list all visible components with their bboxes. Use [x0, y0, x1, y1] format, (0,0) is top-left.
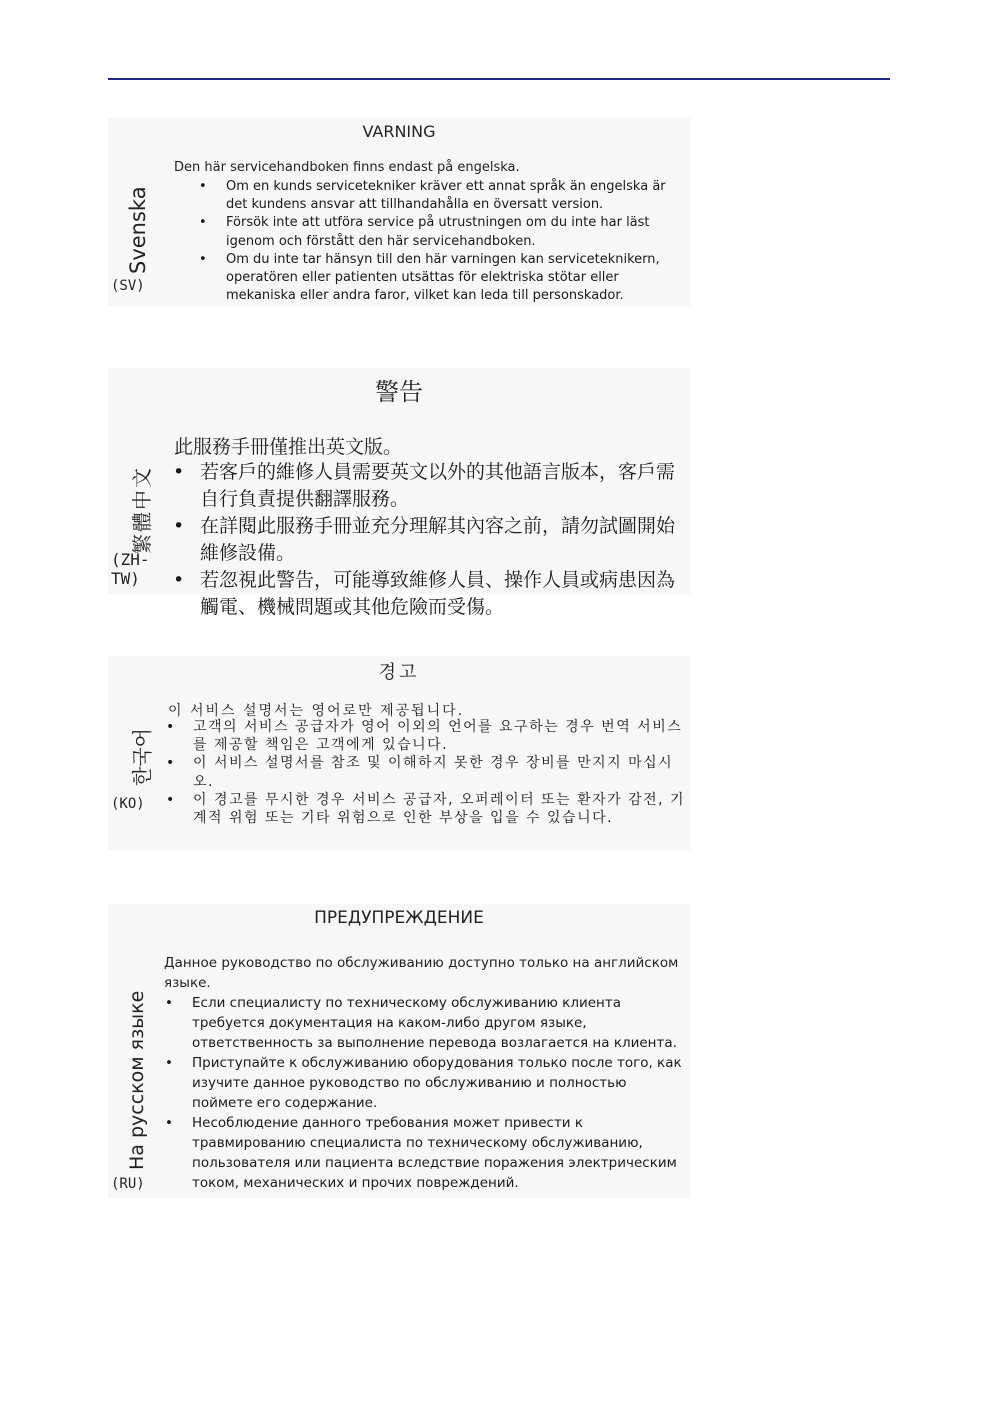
language-name: 繁體中文 [130, 466, 154, 554]
bullet-icon: • [165, 995, 173, 1011]
language-code: (RU) [111, 1176, 145, 1192]
bullet-icon: • [165, 1055, 173, 1071]
warning-list [199, 178, 690, 305]
list-item-text: Если специалисту по техническому обслуживанию клиента требуется документация на каком-либо другом языке, ответственность за выполнение перевода возлагается на клиента. [192, 995, 677, 1051]
bullet-icon: • [173, 515, 185, 537]
list-item [165, 1113, 690, 1193]
bullet-icon: • [173, 569, 185, 591]
list-item-text: 若忽視此警告，可能導致維修人員、操作人員或病患因為觸電、機械問題或其他危險而受傷。 [200, 569, 676, 618]
list-item [173, 567, 692, 621]
list-item-text: Несоблюдение данного требования может привести к травмированию специалиста по техническому обслуживанию, пользователя или пациента вследствие поражения электрическим током, механических и прочих повреждений. [192, 1115, 677, 1191]
list-item-text: Om en kunds servicetekniker kräver ett annat språk än engelska är det kundens ansvar att tillhandahålla en översatt version. [226, 179, 666, 213]
warning-title: ПРЕДУПРЕЖДЕНИЕ [314, 908, 484, 928]
warning-block-ko [108, 656, 690, 850]
list-item-text: 이 경고를 무시한 경우 서비스 공급자, 오퍼레이터 또는 환자가 감전, 기계적 위험 또는 기타 위험으로 인한 부상을 입을 수 있습니다. [193, 791, 686, 827]
list-item [166, 754, 690, 790]
warning-title: 警告 [375, 378, 423, 406]
list-item-text: 이 서비스 설명서를 참조 및 이해하지 못한 경우 장비를 만지지 마십시오. [193, 755, 674, 790]
language-name: 한국어 [130, 728, 154, 786]
warning-title: VARNING [362, 122, 436, 141]
language-code: (KO) [111, 796, 145, 812]
warning-title: 경고 [378, 662, 420, 683]
warning-list [166, 718, 690, 827]
warning-intro: Данное руководство по обслуживанию доступно только на английском языке. [164, 955, 679, 991]
language-name: На русском языке [126, 990, 148, 1170]
warning-block-ru [108, 904, 690, 1198]
warning-block-sv [108, 118, 690, 306]
list-item [165, 1053, 690, 1113]
bullet-icon: • [199, 251, 207, 267]
list-item-text: Om du inte tar hänsyn till den här varningen kan serviceteknikern, operatören eller patienten utsättas för elektriska stötar eller mekaniska eller andra faror, vilket kan leda till personskador. [226, 251, 660, 304]
list-item-text: 若客戶的維修人員需要英文以外的其他語言版本，客戶需自行負責提供翻譯服務。 [200, 461, 676, 510]
bullet-icon: • [166, 755, 176, 772]
warning-intro: 此服務手冊僅推出英文版。 [174, 436, 403, 458]
bullet-icon: • [199, 215, 207, 231]
bullet-icon: • [166, 791, 176, 808]
language-sidebar [108, 904, 158, 1198]
bullet-icon: • [173, 461, 185, 483]
bullet-icon: • [165, 1115, 173, 1131]
bullet-icon: • [166, 719, 176, 735]
language-code: (ZH-TW) [111, 550, 150, 588]
list-item [166, 718, 690, 754]
list-item [173, 513, 692, 567]
warning-list [165, 993, 690, 1193]
list-item [199, 251, 690, 306]
language-name: Svenska [126, 186, 150, 274]
list-item [199, 178, 690, 214]
list-item [166, 791, 690, 827]
warning-list [173, 459, 692, 621]
warning-intro: Den här servicehandboken finns endast på engelska. [174, 160, 520, 175]
warning-intro: 이 서비스 설명서는 영어로만 제공됩니다. [168, 703, 465, 719]
list-item [173, 459, 692, 513]
list-item [199, 214, 690, 250]
warning-block-zh-tw [108, 368, 690, 618]
language-code: (SV) [111, 278, 145, 294]
header-rule [108, 78, 890, 80]
list-item-text: 在詳閱此服務手冊並充分理解其內容之前，請勿試圖開始維修設備。 [200, 515, 676, 564]
list-item-text: 고객의 서비스 공급자가 영어 이외의 언어를 요구하는 경우 번역 서비스를 제공할 책임은 고객에게 있습니다. [193, 719, 683, 754]
list-item-text: Приступайте к обслуживанию оборудования только после того, как изучите данное руководство по обслуживанию и полностью поймете его содержание. [192, 1055, 682, 1111]
list-item-text: Försök inte att utföra service på utrustningen om du inte har läst igenom och förstått den här servicehandboken. [226, 215, 650, 249]
language-sidebar [108, 656, 158, 850]
bullet-icon: • [199, 179, 207, 194]
language-sidebar [108, 118, 158, 306]
list-item [165, 993, 690, 1053]
